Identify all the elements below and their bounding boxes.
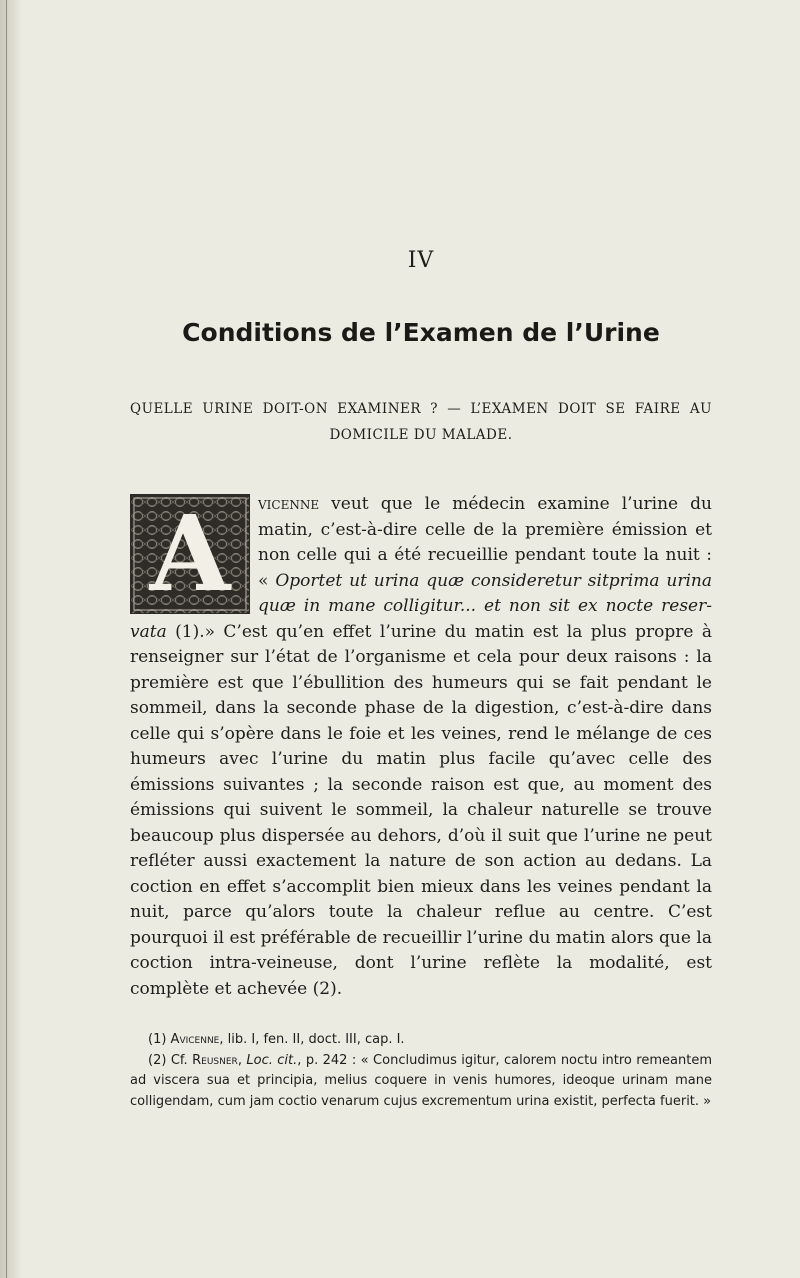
chapter-title: Conditions de l’Examen de l’Urine — [182, 318, 660, 347]
footnote-2-number: (2) — [148, 1052, 171, 1068]
lead-word: vicenne — [258, 494, 320, 514]
chapter-number: IV — [407, 248, 435, 273]
body-text-part2: » C’est qu’en effet l’urine du matin est la plus propre à renseigner sur l’état de l’organisme et cela pour deux raisons : la première est que l’ébullition des humeurs qui se fait pendant le sommeil, dans la seconde phase de la digestion, c’est-à-dire dans celle qui s’opère dans le foie et les veines, rend le mélange de ces humeurs avec l’urine du matin plus facile qu’avec celle des émissions suivantes ; la seconde raison est que, au moment des émissions qui suivent le sommeil, la chaleur naturelle se trouve beaucoup plus dispersée au dehors, d’où il suit que l’urine ne peut refléter aussi exactement la nature de son action au dedans. La coction en effet s’accomplit bien mieux dans les veines pendant la nuit, parce qu’alors toute la chaleur reflue au centre. C’est pourquoi il est préférable de recueillir l’urine du matin alors que la coction intra-veineuse, dont l’urine reflète la modalité, est complète et achevée (2). — [130, 621, 712, 999]
main-paragraph — [130, 492, 712, 1002]
footnote-2-text: , p. 242 : « Concludimus igitur, calorem noctu intro remeantem ad viscera sua et principia, melius coquere in venis humores, ideoque urinam mane colligendam, cum jam coctio venarum cujus excrementum urina existit, perfecta fuerit. » — [130, 1052, 712, 1109]
book-page — [130, 0, 712, 1278]
body-text-part1: veut que le médecin examine l’urine du matin, c’est-à-dire celle de la première émission et non celle qui a été recueillie pendant toute la nuit : « — [258, 494, 712, 591]
footnote-1-text: , lib. I, fen. II, doct. III, cap. I. — [219, 1032, 405, 1047]
footnote-1-number: (1) — [148, 1032, 171, 1047]
chapter-subtitle: QUELLE URINE DOIT-ON EXAMINER ? — L’EXAMEN DOIT SE FAIRE AU DOMICILE DU MALADE. — [130, 401, 712, 443]
footnote-2-author: Reusner — [192, 1052, 238, 1068]
footnotes — [130, 1030, 712, 1112]
ornamental-initial — [130, 494, 250, 614]
drop-cap-letter: A — [149, 494, 231, 614]
footnote-1-author: Avicenne — [170, 1032, 220, 1047]
footnote-2-loc-cit: Loc. cit. — [246, 1052, 298, 1068]
footnote-2 — [130, 1051, 712, 1113]
footnote-1 — [130, 1030, 712, 1051]
page-binding-edge — [0, 0, 22, 1278]
footnote-ref-1: (1). — [166, 621, 205, 642]
latin-quote: Oportet ut urina quæ consideretur sitprima urina quæ in mane colligitur... et non sit ex nocte reser-vata — [130, 570, 712, 642]
footnote-2-prefix: Cf. — [170, 1052, 193, 1068]
footnote-2-separator: , — [237, 1052, 247, 1068]
binding-line — [6, 0, 7, 1278]
